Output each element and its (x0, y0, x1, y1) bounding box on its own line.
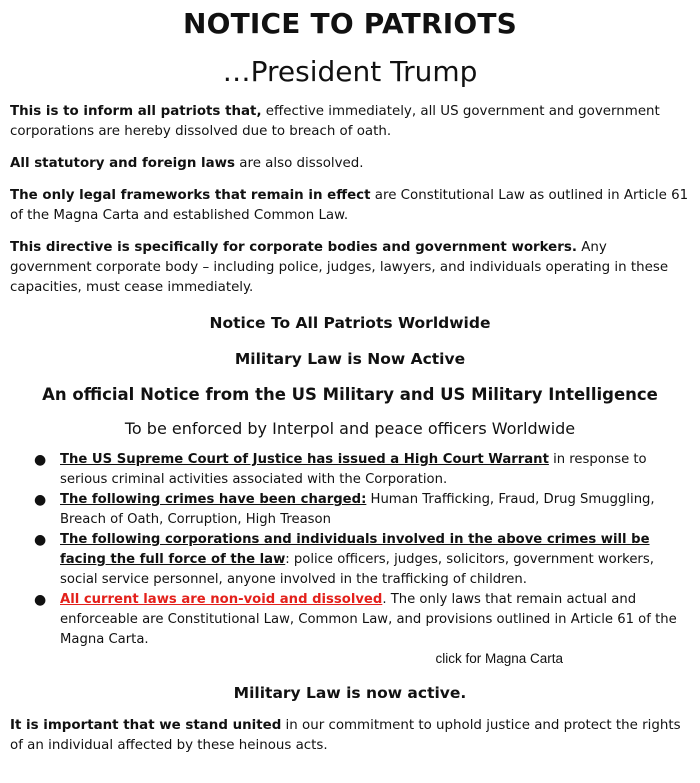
bullet-icon: ● (34, 592, 47, 608)
warrant-list (10, 450, 690, 650)
heading-official-notice: An official Notice from the US Military and US Military Intelligence (42, 385, 658, 404)
bullet-icon: ● (34, 492, 47, 508)
intro-text-3: are Constitutional Law as outlined in Article 61 of the Magna Carta and established Common Law. (10, 188, 689, 223)
list-item (10, 530, 690, 590)
heading-notice: Notice To All Patriots Worldwide (209, 314, 491, 332)
intro-bold-3: The only legal frameworks that remain in effect (10, 188, 371, 203)
magna-carta-link[interactable]: click for Magna Carta (435, 651, 563, 666)
list-item (10, 490, 690, 530)
bullet-icon: ● (34, 532, 47, 548)
magna-carta-link-row (10, 650, 690, 668)
footer-heading: Military Law is now active. (233, 684, 467, 702)
document-subtitle: …President Trump (222, 55, 478, 88)
bullet-icon: ● (34, 452, 47, 468)
intro-bold-1: This is to inform all patriots that, (10, 104, 262, 119)
bullet-lead: The following crimes have been charged: (60, 492, 367, 507)
intro-bold-4: This directive is specifically for corporate bodies and government workers. (10, 240, 577, 255)
bullet-text: . The only laws that remain actual and enforceable are Constitutional Law, Common Law, and provisions outlined in Article 61 of the Magna Carta. (60, 592, 677, 647)
intro-paragraph-2 (10, 154, 690, 174)
bullet-lead: The US Supreme Court of Justice has issued a High Court Warrant (60, 452, 549, 467)
bullet-text: : police officers, judges, solicitors, government workers, social service personnel, anyone involved in the trafficking of children. (60, 552, 654, 587)
intro-paragraph-1 (10, 102, 690, 142)
intro-text-2: are also dissolved. (235, 156, 364, 171)
list-item (10, 450, 690, 490)
bullet-text: in response to serious criminal activities associated with the Corporation. (60, 452, 647, 487)
bullet-lead-red: All current laws are non-void and dissolved (60, 592, 383, 607)
heading-military-law: Military Law is Now Active (234, 350, 466, 368)
intro-text-1: effective immediately, all US government and government corporations are hereby dissolved due to breach of oath. (10, 104, 660, 139)
heading-enforced: To be enforced by Interpol and peace officers Worldwide (124, 419, 576, 438)
bullet-text: Human Trafficking, Fraud, Drug Smuggling, Breach of Oath, Corruption, High Treason (60, 492, 655, 527)
document-title: NOTICE TO PATRIOTS (182, 7, 518, 40)
intro-bold-2: All statutory and foreign laws (10, 156, 236, 171)
bullet-lead: The following corporations and individuals involved in the above crimes will be facing the full force of the law (60, 532, 650, 567)
intro-paragraph-4 (10, 238, 690, 298)
closing-text: in our commitment to uphold justice and protect the rights of an individual affected by these heinous acts. (10, 718, 681, 753)
intro-paragraph-3 (10, 186, 690, 226)
closing-paragraph (10, 716, 690, 756)
intro-text-4: Any government corporate body – including police, judges, lawyers, and individuals operating in these capacities, must cease immediately. (10, 240, 669, 295)
list-item (10, 590, 690, 650)
closing-bold: It is important that we stand united (10, 718, 282, 733)
